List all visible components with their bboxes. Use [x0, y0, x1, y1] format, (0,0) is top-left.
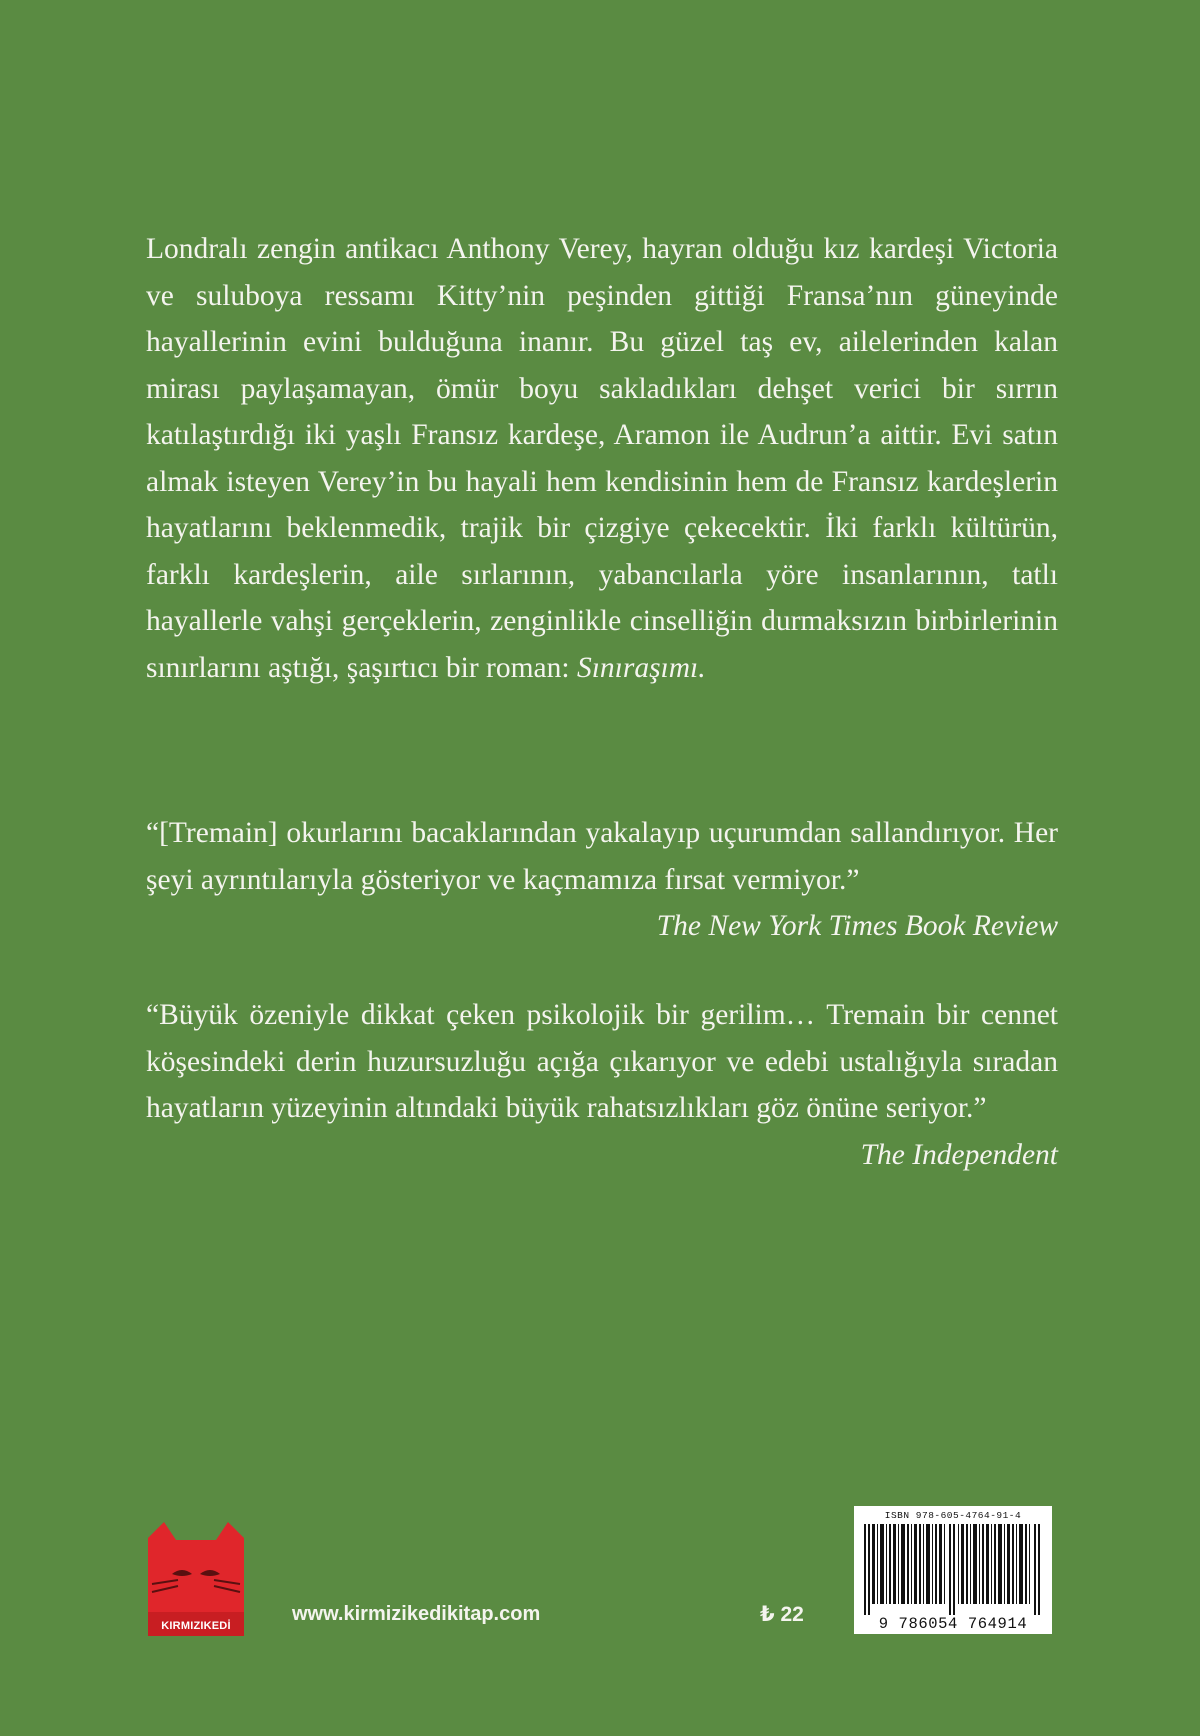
quote-source: The New York Times Book Review	[656, 910, 1058, 942]
barcode-digits: 9 786054 764914	[854, 1615, 1052, 1633]
book-title-italic: Sınıraşımı.	[576, 651, 706, 684]
quote-body: “[Tremain] okurlarını bacaklarından yakalayıp uçurumdan sallandırıyor. Her şeyi ayrıntılarıyla gösteriyor ve kaçmamıza fırsat vermiyor.”	[146, 817, 1058, 896]
barcode-icon	[864, 1524, 1042, 1616]
quote-text	[146, 810, 1058, 942]
quote-source: The Independent	[860, 1138, 1058, 1171]
summary-text: Londralı zengin antikacı Anthony Verey, hayran olduğu kız kardeşi Victoria ve suluboya ressamı Kitty’nin peşinden gittiği Fransa’nın güneyinde hayallerinin evini bulduğuna inanır. Bu güzel taş ev, ailelerinden kalan mirası paylaşamayan, ömür boyu sakladıkları dehşet verici bir sırrın katılaştırdığı iki yaşlı Fransız kardeşe, Aramon ile Audrun’a aittir. Evi satın almak isteyen Verey’in bu hayali hem kendisinin hem de Fransız kardeşlerin hayatlarını beklenmedik, trajik bir çizgiye çekecektir. İki farklı kültürün, farklı kardeşlerin, aile sırlarının, yabancılarla yöre insanlarının, tatlı hayallerle vahşi gerçeklerin, zenginlikle cinselliğin durmaksızın birbirlerinin sınırlarını aştığı, şaşırtıcı bir roman:	[146, 233, 1058, 684]
price-label: ₺ 22	[760, 1603, 804, 1626]
isbn-barcode	[854, 1506, 1052, 1634]
book-summary	[146, 226, 1058, 691]
publisher-logo	[146, 1520, 246, 1638]
publisher-website[interactable]: www.kirmizikedikitap.com	[292, 1603, 541, 1625]
quote-text: “Büyük özeniyle dikkat çeken psikolojik bir gerilim… Tremain bir cennet köşesindeki derin huzursuzluğu açığa çıkarıyor ve edebi ustalığıyla sıradan hayatların yüzeyinin altındaki büyük rahatsızlıkları göz önüne seriyor.”	[146, 999, 1058, 1124]
publisher-name: KIRMIZIKEDİ	[161, 1620, 231, 1632]
isbn-number: ISBN 978-605-4764-91-4	[884, 1510, 1022, 1521]
summary-paragraph	[146, 226, 1058, 691]
review-quote-independent	[146, 992, 1058, 1178]
review-quote-nyt	[146, 810, 1058, 950]
